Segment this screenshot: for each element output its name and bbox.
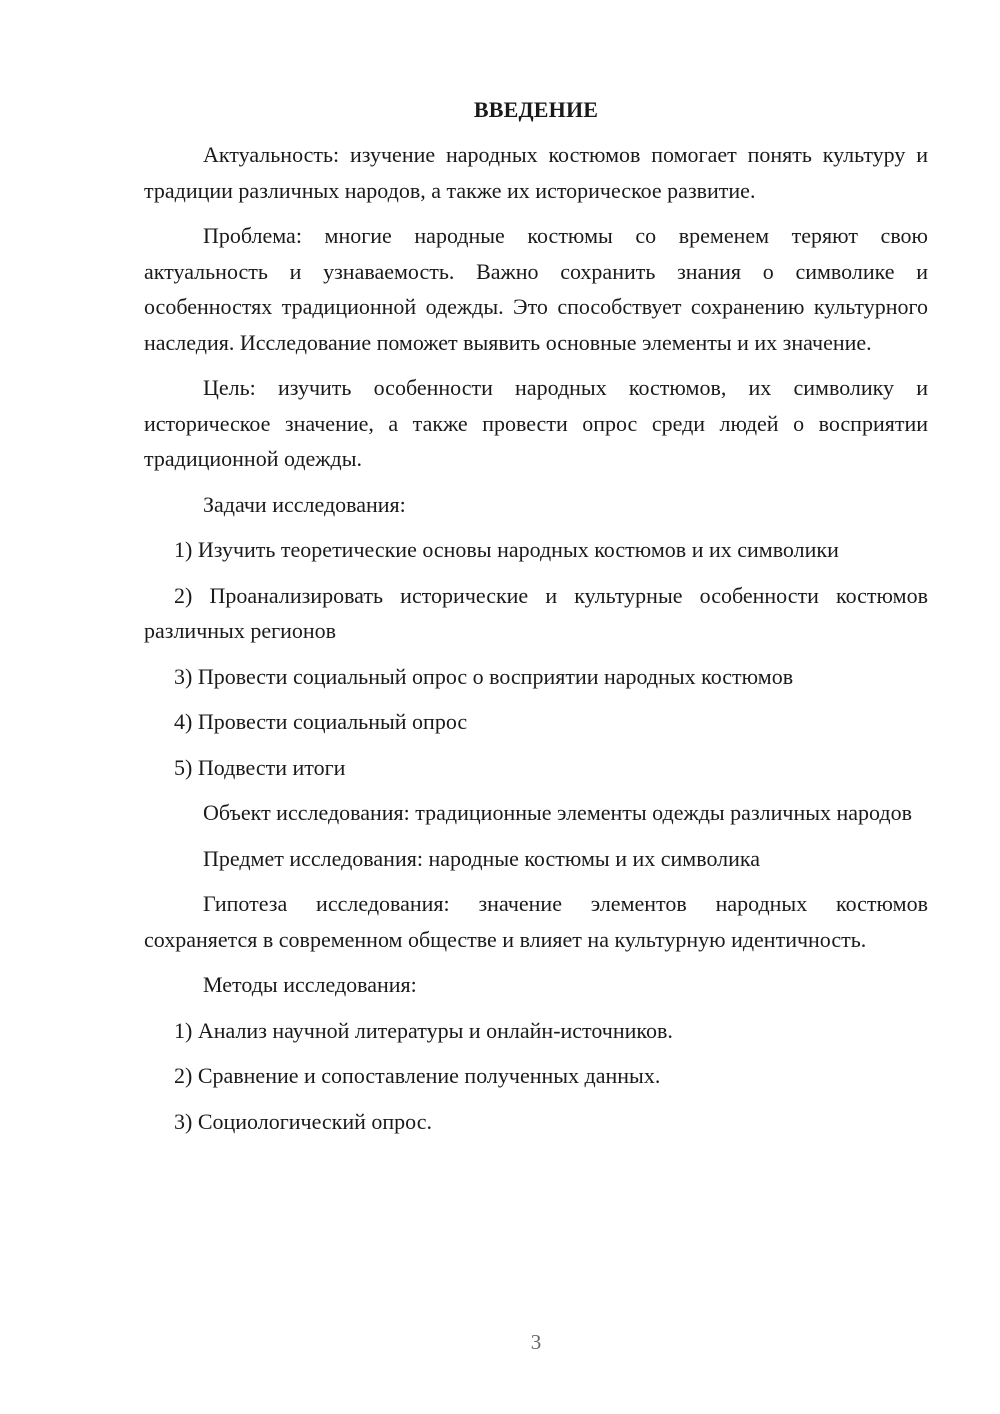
task-item-1: 1) Изучить теоретические основы народных костюмов и их символики <box>174 537 839 562</box>
paragraph-hypothesis: Гипотеза исследования: значение элементов народных костюмов сохраняется в современном обществе и влияет на культурную идентичность. <box>144 891 928 952</box>
paragraph-problem: Проблема: многие народные костюмы со временем теряют свою актуальность и узнаваемость. Важно сохранить знания о символике и особенностях традиционной одежды. Это способствует сохранению культурного наследия. Исследование поможет выявить основные элементы и их значение. <box>144 223 928 355</box>
method-item-3: 3) Социологический опрос. <box>174 1108 432 1134</box>
section-title: ВВЕДЕНИЕ <box>473 97 599 122</box>
paragraph-relevance: Актуальность: изучение народных костюмов помогает понять культуру и традиции различных народов, а также их историческое развитие. <box>144 142 928 203</box>
task-item-4: 4) Провести социальный опрос <box>174 709 468 734</box>
method-item-1: 1) Анализ научной литературы и онлайн-источников. <box>174 1017 673 1043</box>
page-number: 3 <box>530 1330 542 1354</box>
paragraph-subject: Предмет исследования: народные костюмы и их символика <box>203 845 761 871</box>
paragraph-object: Объект исследования: традиционные элементы одежды различных народов <box>203 800 912 825</box>
paragraph-methods-heading: Методы исследования: <box>203 972 417 997</box>
task-item-5: 5) Подвести итоги <box>174 754 346 780</box>
task-item-2: 2) Проанализировать исторические и культурные особенности костюмов различных регионов <box>144 582 928 643</box>
paragraph-goal: Цель: изучить особенности народных костюмов, их символику и историческое значение, а также провести опрос среди людей о восприятии традиционной одежды. <box>144 375 928 471</box>
method-item-2: 2) Сравнение и сопоставление полученных данных. <box>174 1063 661 1088</box>
task-item-3: 3) Провести социальный опрос о восприятии народных костюмов <box>174 663 794 689</box>
paragraph-tasks-heading: Задачи исследования: <box>203 491 406 517</box>
